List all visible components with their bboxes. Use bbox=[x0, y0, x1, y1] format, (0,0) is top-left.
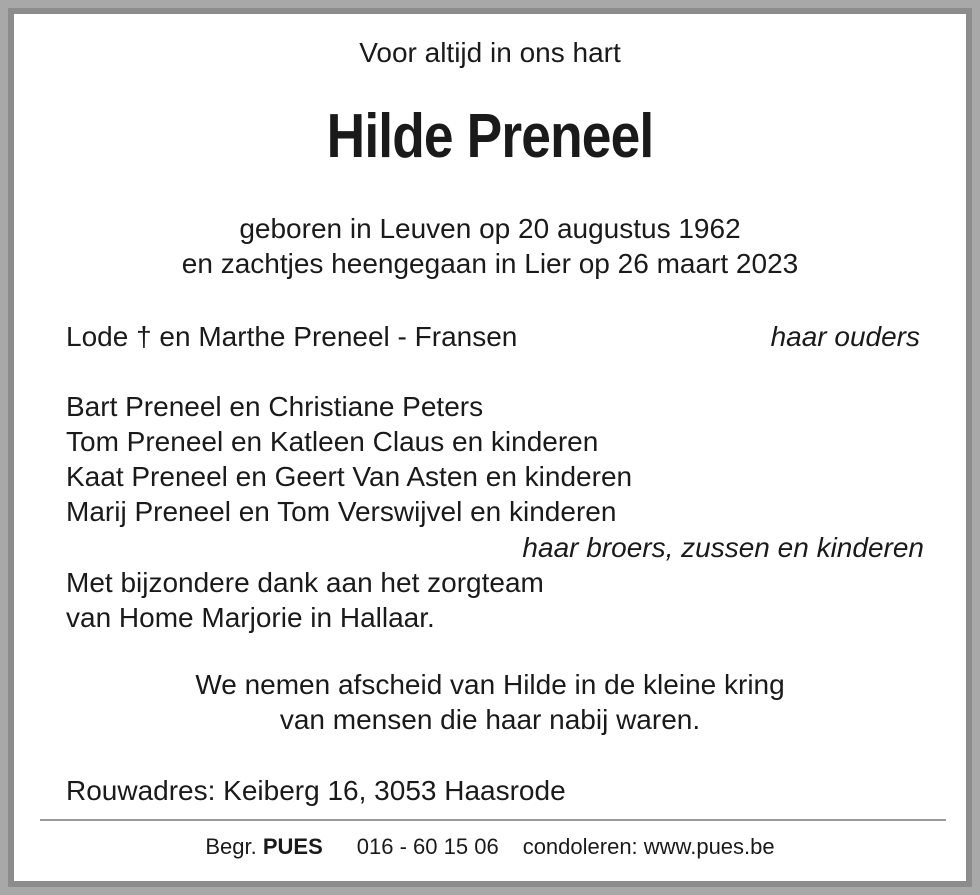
divider bbox=[40, 819, 946, 821]
footer-phone: 016 - 60 15 06 bbox=[356, 834, 499, 859]
parents-names: Lode † en Marthe Preneel - Fransen bbox=[66, 321, 518, 352]
birth-line: geboren in Leuven op 20 augustus 1962 bbox=[239, 213, 741, 244]
thanks-line: van Home Marjorie in Hallaar. bbox=[66, 602, 435, 633]
obituary-card bbox=[8, 8, 972, 887]
sibling-line: Marij Preneel en Tom Verswijvel en kinderen bbox=[66, 496, 617, 527]
sibling-line: Kaat Preneel en Geert Van Asten en kinderen bbox=[66, 461, 633, 492]
address: Rouwadres: Keiberg 16, 3053 Haasrode bbox=[66, 775, 566, 806]
footer-condolences: condoleren: www.pues.be bbox=[522, 834, 775, 859]
death-line: en zachtjes heengegaan in Lier op 26 maart 2023 bbox=[181, 248, 799, 279]
siblings-role: haar broers, zussen en kinderen bbox=[522, 532, 924, 563]
footer bbox=[14, 832, 966, 862]
parents-role: haar ouders bbox=[770, 321, 920, 352]
sibling-line: Tom Preneel en Katleen Claus en kinderen bbox=[66, 426, 599, 457]
heading: Voor altijd in ons hart bbox=[359, 37, 621, 68]
deceased-name: Hilde Preneel bbox=[326, 102, 654, 171]
farewell-line: We nemen afscheid van Hilde in de kleine kring bbox=[195, 669, 785, 700]
farewell-line: van mensen die haar nabij waren. bbox=[279, 704, 701, 735]
thanks-line: Met bijzondere dank aan het zorgteam bbox=[66, 567, 544, 598]
footer-begr-prefix: Begr. bbox=[205, 834, 257, 859]
footer-undertaker: PUES bbox=[262, 834, 323, 859]
sibling-line: Bart Preneel en Christiane Peters bbox=[66, 391, 484, 422]
